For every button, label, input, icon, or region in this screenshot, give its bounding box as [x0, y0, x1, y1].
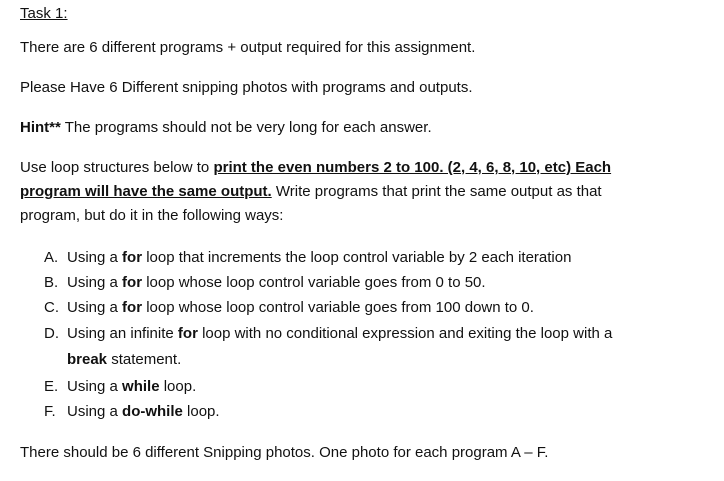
instructions-line-3: program, but do it in the following ways:: [20, 207, 284, 224]
list-item: C. Using a for loop whose loop control variable goes from 100 down to 0.: [44, 297, 534, 319]
instructions-emphasis-1: print the even numbers 2 to 100. (2, 4, 6, 8, 10, etc) Each: [213, 159, 612, 176]
list-item: B. Using a for loop whose loop control variable goes from 0 to 50.: [44, 272, 486, 294]
requirement-paragraph: There are 6 different programs + output required for this assignment.: [20, 39, 476, 56]
snipping-paragraph: Please Have 6 Different snipping photos with programs and outputs.: [20, 79, 473, 96]
hint-label: Hint**: [20, 119, 61, 136]
list-item: E. Using a while loop.: [44, 376, 196, 398]
hint-text: The programs should not be very long for each answer.: [60, 119, 432, 136]
list-item: A. Using a for loop that increments the loop control variable by 2 each iteration: [44, 247, 571, 269]
task-title: Task 1:: [20, 5, 68, 22]
list-marker: F.: [44, 403, 56, 420]
list-marker: E.: [44, 378, 59, 395]
instructions-line-2: [20, 181, 602, 203]
instructions-line-1: [20, 157, 611, 179]
keyword: for: [122, 274, 143, 291]
list-item: F. Using a do-while loop.: [44, 401, 220, 423]
list-marker: D.: [44, 325, 59, 342]
keyword: for: [122, 299, 143, 316]
keyword: for: [122, 249, 143, 266]
list-marker: B.: [44, 274, 59, 291]
instructions-lead: Use loop structures below to: [20, 159, 214, 176]
list-item-continuation: break statement.: [67, 351, 182, 368]
keyword: do-while: [122, 403, 183, 420]
keyword: while: [122, 378, 160, 395]
closing-paragraph: There should be 6 different Snipping photos. One photo for each program A – F.: [20, 444, 549, 461]
instructions-rest-1: Write programs that print the same output as that: [271, 183, 602, 200]
keyword: break: [67, 351, 108, 368]
instructions-emphasis-2: program will have the same output.: [20, 183, 272, 200]
list-marker: A.: [44, 249, 59, 266]
keyword: for: [177, 325, 198, 342]
list-item: D. Using an infinite for loop with no conditional expression and exiting the loop with a: [44, 323, 612, 345]
hint-paragraph: [20, 117, 432, 139]
list-marker: C.: [44, 299, 59, 316]
